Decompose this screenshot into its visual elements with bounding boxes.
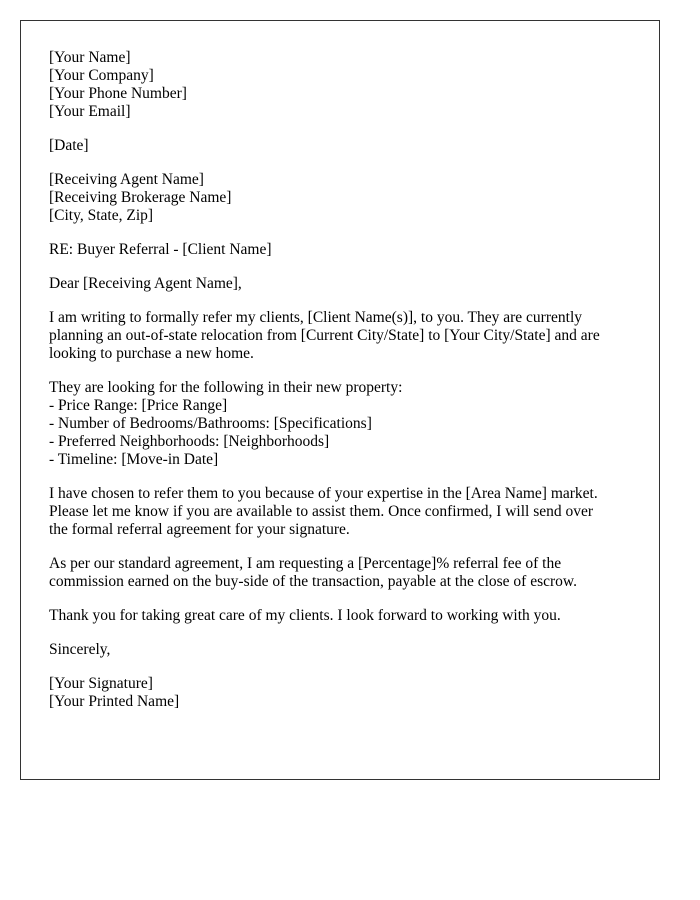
thanks-line: Thank you for taking great care of my clients. I look forward to working with you.	[49, 607, 561, 624]
sender-name: [Your Name]	[49, 49, 131, 66]
criteria-heading: They are looking for the following in their new property:	[49, 379, 403, 396]
signature-block	[49, 675, 631, 711]
fee-line: As per our standard agreement, I am requesting a [Percentage]% referral fee of the	[49, 555, 562, 572]
salutation: Dear [Receiving Agent Name],	[49, 275, 242, 292]
sender-phone: [Your Phone Number]	[49, 85, 187, 102]
intro-line: planning an out-of-state relocation from [Current City/State] to [Your City/State] and are	[49, 327, 600, 344]
thanks-paragraph	[49, 607, 631, 625]
intro-line: I am writing to formally refer my clients, [Client Name(s)], to you. They are currently	[49, 309, 583, 326]
recipient-city-state-zip: [City, State, Zip]	[49, 207, 154, 224]
sender-company: [Your Company]	[49, 67, 154, 84]
criteria-item-bedrooms: - Number of Bedrooms/Bathrooms: [Specifications]	[49, 415, 372, 432]
reason-line: I have chosen to refer them to you because of your expertise in the [Area Name] market.	[49, 485, 598, 502]
reason-line: Please let me know if you are available to assist them. Once confirmed, I will send over	[49, 503, 594, 520]
letter-date: [Date]	[49, 137, 89, 154]
fee-line: commission earned on the buy-side of the transaction, payable at the close of escrow.	[49, 573, 577, 590]
closing: Sincerely,	[49, 641, 111, 658]
reason-paragraph	[49, 485, 631, 539]
sender-email: [Your Email]	[49, 103, 131, 120]
criteria-section	[49, 379, 631, 469]
sender-block	[49, 49, 631, 121]
fee-paragraph	[49, 555, 631, 591]
date-block	[49, 137, 631, 155]
reason-line: the formal referral agreement for your signature.	[49, 521, 350, 538]
criteria-item-price-range: - Price Range: [Price Range]	[49, 397, 228, 414]
salutation-block	[49, 275, 631, 293]
subject-line: RE: Buyer Referral - [Client Name]	[49, 241, 272, 258]
intro-paragraph	[49, 309, 631, 363]
closing-block	[49, 641, 631, 659]
criteria-item-timeline: - Timeline: [Move-in Date]	[49, 451, 219, 468]
subject-block	[49, 241, 631, 259]
recipient-agent-name: [Receiving Agent Name]	[49, 171, 204, 188]
referral-letter	[20, 20, 660, 780]
recipient-block	[49, 171, 631, 225]
criteria-item-neighborhoods: - Preferred Neighborhoods: [Neighborhoods]	[49, 433, 330, 450]
signature-line: [Your Signature]	[49, 675, 153, 692]
printed-name: [Your Printed Name]	[49, 693, 180, 710]
intro-line: looking to purchase a new home.	[49, 345, 254, 362]
recipient-brokerage: [Receiving Brokerage Name]	[49, 189, 232, 206]
